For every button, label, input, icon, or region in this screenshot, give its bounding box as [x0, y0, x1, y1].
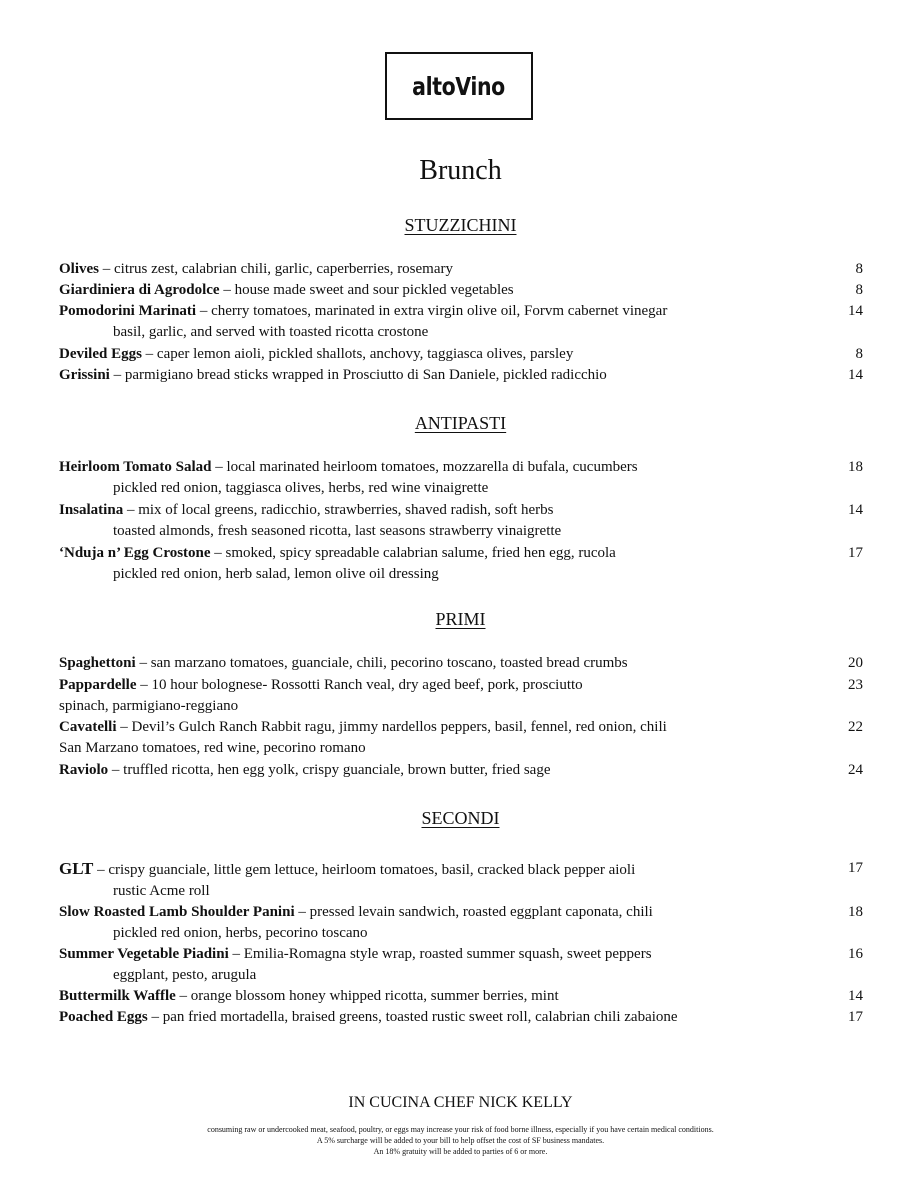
- item-name: GLT: [59, 859, 94, 878]
- item-price: 20: [848, 655, 863, 671]
- item-description: – san marzano tomatoes, guanciale, chili, pecorino toscano, toasted bread crumbs: [135, 655, 628, 671]
- item-name: Olives: [59, 261, 99, 277]
- item-price: 14: [848, 502, 863, 518]
- menu-item-deviled-eggs: [59, 344, 863, 365]
- item-name: Poached Eggs: [59, 1009, 148, 1025]
- item-description-continued: San Marzano tomatoes, red wine, pecorino romano: [59, 740, 366, 756]
- item-description: – smoked, spicy spreadable calabrian salume, fried hen egg, rucola: [210, 545, 616, 561]
- item-description: – citrus zest, calabrian chili, garlic, caperberries, rosemary: [99, 261, 454, 277]
- menu-item-pappardelle: [59, 675, 863, 717]
- menu-item-heirloom-tomato-salad: [59, 457, 863, 499]
- item-name: Buttermilk Waffle: [59, 988, 176, 1004]
- item-description: – crispy guanciale, little gem lettuce, heirloom tomatoes, basil, cracked black pepper aioli: [93, 862, 636, 878]
- menu-item-grissini: [59, 365, 863, 386]
- item-description: – Emilia-Romagna style wrap, roasted summer squash, sweet peppers: [228, 946, 652, 962]
- item-description: – house made sweet and sour pickled vegetables: [219, 282, 514, 298]
- item-description: – parmigiano bread sticks wrapped in Prosciutto di San Daniele, pickled radicchio: [109, 367, 607, 383]
- item-price: 18: [848, 904, 863, 920]
- item-name: Pomodorini Marinati: [59, 303, 197, 319]
- item-price: 24: [848, 762, 863, 778]
- item-price: 14: [848, 367, 863, 383]
- item-description: – caper lemon aioli, pickled shallots, anchovy, taggiasca olives, parsley: [141, 346, 574, 362]
- item-price: 8: [855, 261, 863, 277]
- item-price: 17: [848, 545, 863, 561]
- section-heading-primi: PRIMI: [435, 609, 486, 629]
- item-price: 16: [848, 946, 863, 962]
- item-name: Grissini: [59, 367, 110, 383]
- menu-item-poached-eggs: [59, 1007, 863, 1028]
- item-description-continued: eggplant, pesto, arugula: [113, 967, 257, 983]
- food-safety-notice: consuming raw or undercooked meat, seafood, poultry, or eggs may increase your risk of food borne illness, especially if you have certain medical conditions.: [207, 1125, 714, 1134]
- menu-item-spaghettoni: [59, 653, 863, 674]
- gratuity-notice: An 18% gratuity will be added to parties of 6 or more.: [373, 1147, 548, 1156]
- item-price: 17: [848, 1009, 863, 1025]
- surcharge-notice: A 5% surcharge will be added to your bill to help offset the cost of SF business mandates.: [316, 1136, 605, 1145]
- menu-item-summer-vegetable-piadini: [59, 944, 863, 986]
- item-price: 14: [848, 988, 863, 1004]
- item-name: Raviolo: [59, 762, 109, 778]
- section-heading-secondi: SECONDI: [421, 808, 500, 828]
- menu-item-raviolo: [59, 760, 863, 781]
- menu-item-giardiniera: [59, 280, 863, 301]
- section-heading-stuzzichini: STUZZICHINI: [404, 215, 517, 235]
- menu-item-nduja-egg-crostone: [59, 543, 863, 585]
- item-price: 18: [848, 459, 863, 475]
- item-name: Giardiniera di Agrodolce: [59, 282, 220, 298]
- page-title: Brunch: [419, 155, 502, 186]
- item-description: – Devil’s Gulch Ranch Rabbit ragu, jimmy nardellos peppers, basil, fennel, red onion, chili: [116, 719, 667, 735]
- menu-item-pomodorini: [59, 301, 863, 343]
- item-name: Heirloom Tomato Salad: [59, 459, 212, 475]
- item-description-continued: basil, garlic, and served with toasted ricotta crostone: [113, 324, 429, 340]
- item-price: 22: [848, 719, 863, 735]
- item-price: 17: [848, 860, 863, 876]
- item-name: Deviled Eggs: [59, 346, 142, 362]
- item-price: 8: [855, 346, 863, 362]
- item-name: Slow Roasted Lamb Shoulder Panini: [59, 904, 295, 920]
- item-description-continued: rustic Acme roll: [113, 883, 210, 899]
- item-description: – 10 hour bolognese- Rossotti Ranch veal, dry aged beef, pork, prosciutto: [136, 677, 583, 693]
- item-description: – pressed levain sandwich, roasted eggplant caponata, chili: [294, 904, 653, 920]
- item-description: – truffled ricotta, hen egg yolk, crispy guanciale, brown butter, fried sage: [108, 762, 551, 778]
- section-heading-antipasti: ANTIPASTI: [414, 413, 507, 433]
- item-price: 23: [848, 677, 863, 693]
- logo-text: altoVino: [412, 71, 506, 101]
- menu-item-glt: [59, 858, 863, 902]
- item-description-continued: pickled red onion, herb salad, lemon olive oil dressing: [113, 566, 439, 582]
- item-description-continued: spinach, parmigiano-reggiano: [59, 698, 239, 714]
- menu-item-cavatelli: [59, 717, 863, 759]
- item-name: Insalatina: [59, 502, 124, 518]
- item-description-continued: pickled red onion, taggiasca olives, herbs, red wine vinaigrette: [113, 480, 489, 496]
- item-name: Pappardelle: [59, 677, 137, 693]
- menu-item-buttermilk-waffle: [59, 986, 863, 1007]
- item-name: Summer Vegetable Piadini: [59, 946, 229, 962]
- item-price: 8: [855, 282, 863, 298]
- item-price: 14: [848, 303, 863, 319]
- menu-item-olives: [59, 259, 863, 280]
- item-description: – local marinated heirloom tomatoes, mozzarella di bufala, cucumbers: [211, 459, 638, 475]
- item-description: – mix of local greens, radicchio, strawberries, shaved radish, soft herbs: [123, 502, 554, 518]
- menu-item-insalatina: [59, 500, 863, 542]
- item-description: – orange blossom honey whipped ricotta, summer berries, mint: [175, 988, 559, 1004]
- item-name: Spaghettoni: [59, 655, 136, 671]
- chef-credit: IN CUCINA CHEF NICK KELLY: [348, 1094, 573, 1111]
- item-description-continued: toasted almonds, fresh seasoned ricotta, last seasons strawberry vinaigrette: [113, 523, 562, 539]
- item-name: Cavatelli: [59, 719, 117, 735]
- item-description: – pan fried mortadella, braised greens, toasted rustic sweet roll, calabrian chili zabaione: [147, 1009, 678, 1025]
- logo: [385, 52, 533, 120]
- item-name: ‘Nduja n’ Egg Crostone: [59, 545, 211, 561]
- item-description: – cherry tomatoes, marinated in extra virgin olive oil, Forvm cabernet vinegar: [196, 303, 668, 319]
- item-description-continued: pickled red onion, herbs, pecorino toscano: [113, 925, 368, 941]
- menu-item-lamb-shoulder-panini: [59, 902, 863, 944]
